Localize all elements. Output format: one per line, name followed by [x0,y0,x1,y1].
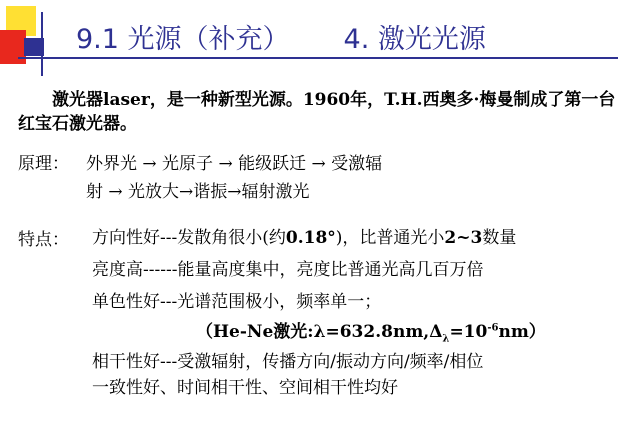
feature-directionality-angle: 0.18° [285,228,336,248]
feature-directionality-text-e: 数量 [482,228,517,248]
title-section: 9.1 光源（补充） [76,24,290,55]
feature-brightness: 亮度高------能量高度集中，亮度比普通光高几百万倍 [92,260,484,280]
feature-directionality-text-c: )，比普通光小 [335,228,445,248]
title-topic: 4. 激光光源 [343,24,486,55]
feature-coherence-cont: 一致性好、时间相干性、空间相干性均好 [92,378,398,398]
principle-line-2: 射 → 光放大→谐振→辐射激光 [86,182,310,202]
principle-line-1: 外界光 → 光原子 → 能级跃迁 → 受激辐 [86,154,383,174]
feature-directionality-range: 2~3 [444,228,483,248]
intro-text: 激光器laser，是一种新型光源。1960年，T.H.西奥多·梅曼制成了第一台红宝石激光器。 [18,90,616,134]
hene-text-c: nm） [498,322,546,342]
slide-title [76,20,486,60]
feature-coherence: 相干性好---受激辐射，传播方向/振动方向/频率/相位 [92,352,484,372]
hene-subscript: λ [442,333,450,345]
intro-paragraph [18,88,618,136]
feature-hene-example [196,320,546,344]
features-label: 特点： [18,230,69,250]
feature-monochromaticity: 单色性好---光谱范围极小，频率单一； [92,292,382,312]
decor-vertical-rule [41,12,43,76]
hene-text-b: =10 [449,322,488,342]
hene-text-a: （He-Ne激光:λ=632.8nm,Δ [196,322,443,342]
hene-superscript: -6 [487,322,499,334]
principle-label: 原理： [18,154,69,174]
feature-directionality [92,226,516,250]
feature-directionality-text-a: 方向性好---发散角很小(约 [92,228,286,248]
